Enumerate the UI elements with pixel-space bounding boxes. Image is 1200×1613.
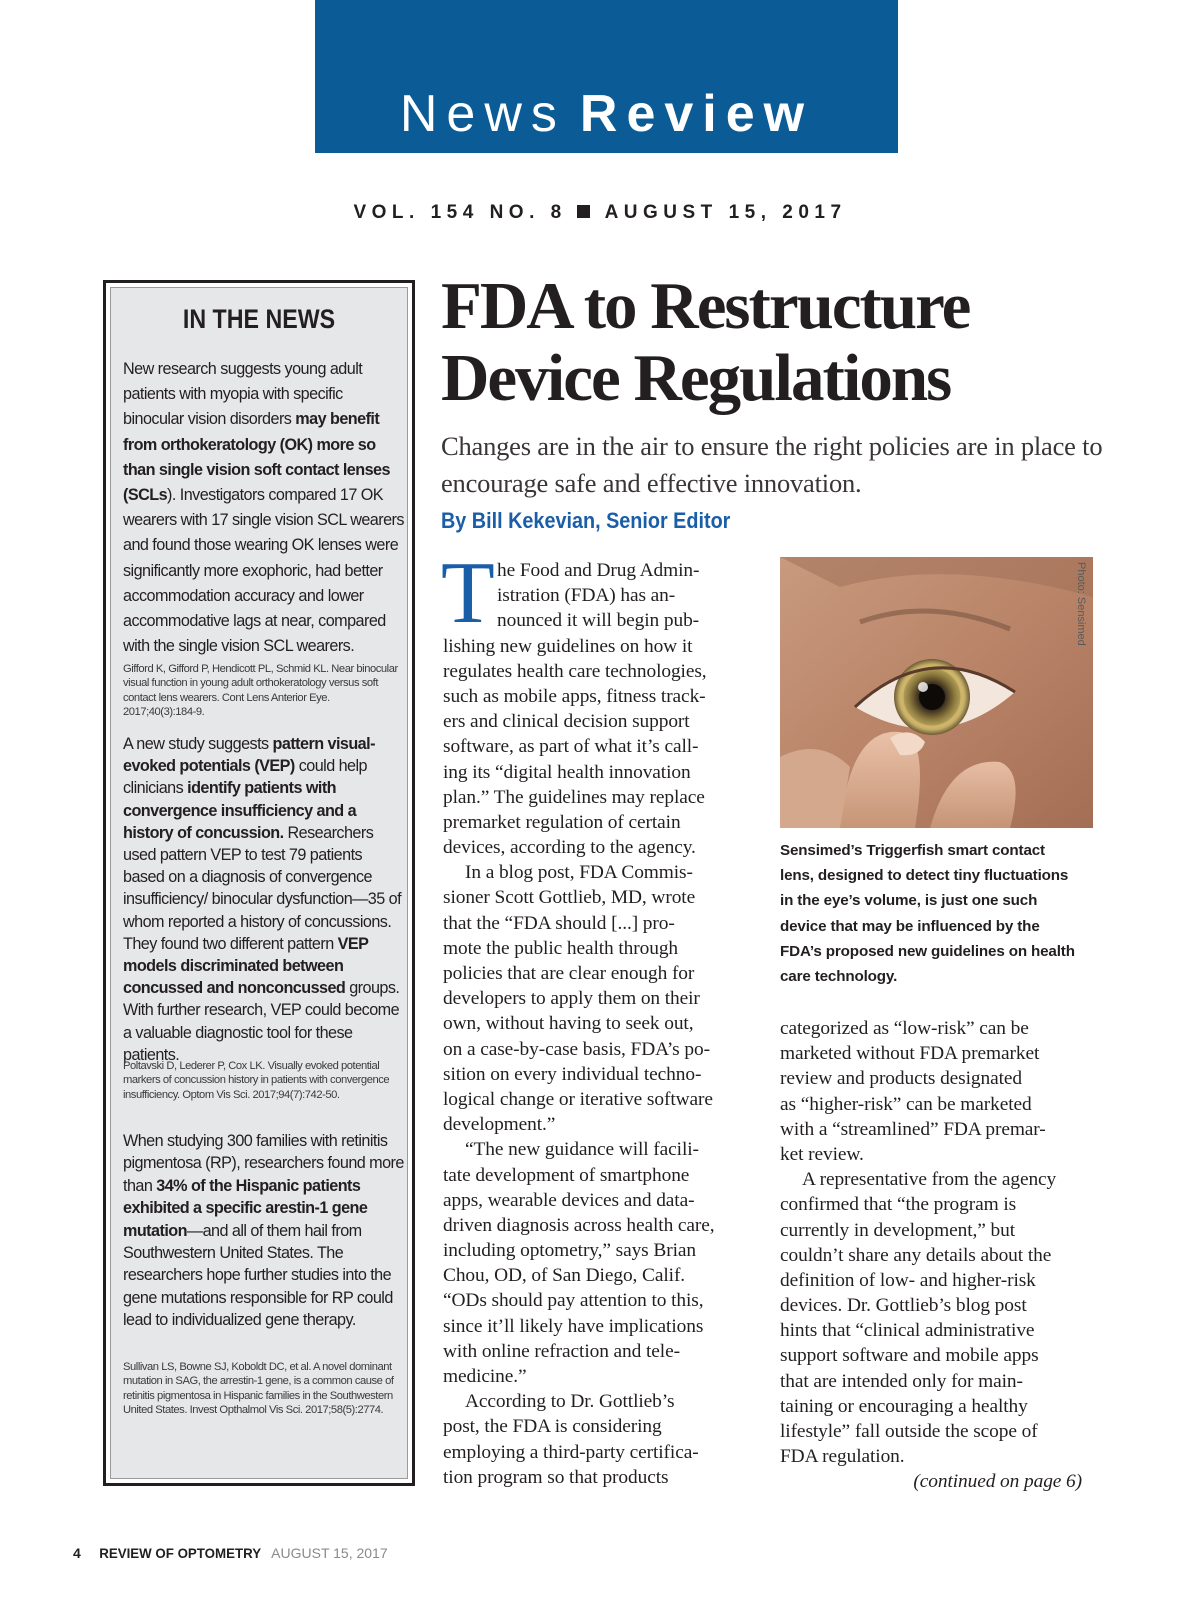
news-item: [123, 357, 405, 659]
text-line: “The new guidance will facili-: [465, 1139, 699, 1161]
text-line: ing its “digital health innovation: [443, 761, 691, 783]
banner-word-review: Review: [579, 85, 814, 143]
text-line: confirmed that “the program is: [780, 1194, 1017, 1216]
continued-note: (continued on page 6): [913, 1471, 1082, 1493]
text-line: sioner Scott Gottlieb, MD, wrote: [443, 887, 696, 909]
text-line: According to Dr. Gottlieb’s: [465, 1391, 675, 1413]
text-line: including optometry,” says Brian: [443, 1240, 696, 1262]
issue-line: [0, 202, 1200, 224]
highlight-text: VEP models discriminated between concussed and nonconcussed: [123, 934, 369, 998]
text-line: employing a third-party certifica-: [443, 1441, 699, 1463]
text-line: Chou, OD, of San Diego, Calif.: [443, 1265, 686, 1287]
article-headline: [441, 270, 1181, 414]
text-line: since it’ll likely have implications: [443, 1315, 704, 1337]
text-line: lishing new guidelines on how it: [443, 635, 693, 657]
text-line: apps, wearable devices and data-: [443, 1189, 695, 1211]
text-line: FDA regulation.: [780, 1446, 905, 1468]
text-line: In a blog post, FDA Commis-: [465, 862, 693, 884]
publication-name: REVIEW OF OPTOMETRY: [99, 1545, 261, 1561]
photo-caption: [780, 838, 1100, 989]
drop-cap: T: [441, 545, 495, 642]
text-line: ket review.: [780, 1143, 864, 1165]
news-reference: Gifford K, Gifford P, Hendicott PL, Schmid KL. Near binocular visual function in young adult orthokeratology versus soft contact lens wearers. Cont Lens Anterior Eye. 2017;40(3):184-9.: [123, 663, 398, 719]
body-text: When studying 300 families with retinitis pigmentosa (RP), researchers found more than: [123, 1132, 404, 1195]
text-line: definition of low- and higher-risk: [780, 1269, 1036, 1291]
caption-line: Sensimed’s Triggerfish smart contact: [780, 842, 1045, 859]
text-line: A representative from the agency: [802, 1169, 1057, 1191]
text-line: software, as part of what it’s call-: [443, 736, 699, 758]
news-item: [123, 1130, 405, 1332]
headline-line: Device Regulations: [441, 341, 951, 415]
text-line: own, without having to seek out,: [443, 1013, 694, 1035]
text-line: ers and clinical decision support: [443, 711, 690, 733]
text-line: tion program so that products: [443, 1466, 669, 1488]
text-line: such as mobile apps, fitness track-: [443, 685, 706, 707]
body-text: ). Investigators compared 17 OK wearers with 17 single vision SCL wearers and found those wearing OK lenses were significantly more exophoric, had better accommodation accuracy and lower accommodative lags at near, compared with the single vision SCL wearers.: [123, 486, 404, 656]
body-text: could help clinicians: [123, 757, 368, 798]
article-byline: By Bill Kekevian, Senior Editor: [441, 508, 731, 533]
text-line: devices, according to the agency.: [443, 837, 696, 859]
highlight-text: pattern visual-evoked potentials (VEP): [123, 735, 375, 776]
text-line: development.”: [443, 1114, 556, 1136]
text-line: lifestyle” fall outside the scope of: [780, 1421, 1038, 1442]
page-footer: [73, 1545, 388, 1561]
text-line: logical change or iterative software: [443, 1088, 713, 1110]
in-the-news-sidebar: [103, 280, 415, 1486]
text-line: sition on every individual techno-: [443, 1063, 702, 1085]
page-number: 4: [73, 1545, 81, 1561]
issue-volume: VOL. 154 NO. 8: [353, 202, 567, 223]
text-line: tate development of smartphone: [443, 1164, 690, 1186]
text-line: with online refraction and tele-: [443, 1340, 680, 1362]
body-text: Researchers used pattern VEP to test 79 patients based on a diagnosis of convergence insufficiency/ binocular dysfunction—35 of whom reported a history of concussions. They found two different pattern: [123, 823, 402, 953]
photo-credit: Photo: Sensimed: [1075, 562, 1087, 646]
news-item: [123, 733, 405, 1066]
text-line: post, the FDA is considering: [443, 1416, 662, 1438]
section-banner: [315, 0, 898, 153]
headline-line: FDA to Restructure: [441, 269, 970, 343]
text-line: categorized as “low-risk” can be: [780, 1018, 1029, 1039]
text-line: premarket regulation of certain: [443, 811, 681, 833]
text-line: on a case-by-case basis, FDA’s po-: [443, 1038, 710, 1060]
square-bullet-icon: [577, 205, 590, 218]
text-line: driven diagnosis across health care,: [443, 1214, 715, 1236]
text-line: currently in development,” but: [780, 1219, 1015, 1241]
caption-line: FDA’s proposed new guidelines on health: [780, 942, 1075, 960]
article-column-2: [780, 1016, 1100, 1495]
text-line: as “higher-risk” can be marketed: [780, 1093, 1032, 1115]
text-line: marketed without FDA premarket: [780, 1043, 1040, 1065]
text-line: mote the public health through: [443, 937, 679, 959]
text-line: that the “FDA should [...] pro-: [443, 912, 675, 934]
text-line: “ODs should pay attention to this,: [443, 1290, 704, 1312]
text-line: he Food and Drug Admin-: [497, 560, 700, 581]
body-text: groups. With further research, VEP could become a valuable diagnostic tool for these patients.: [123, 979, 400, 1064]
sidebar-title: IN THE NEWS: [182, 304, 336, 334]
text-line: medicine.”: [443, 1366, 527, 1387]
text-line: review and products designated: [780, 1068, 1022, 1090]
highlight-text: 34% of the Hispanic patients exhibited a specific arestin-1 gene mutation: [123, 1176, 368, 1240]
news-reference: Poltavski D, Lederer P, Cox LK. Visually evoked potential markers of concussion history in patients with convergence insufficiency. Optom Vis Sci. 2017;94(7):742-50.: [123, 1060, 390, 1101]
text-line: couldn’t share any details about the: [780, 1244, 1052, 1266]
highlight-text: identify patients with convergence insufficiency and a history of concussion.: [123, 779, 357, 842]
caption-line: care technology.: [780, 968, 898, 986]
text-line: plan.” The guidelines may replace: [443, 786, 705, 808]
body-text: New research suggests young adult patients with myopia with specific binocular vision disorders: [123, 360, 363, 429]
article-column-1: [441, 545, 761, 1490]
caption-line: lens, designed to detect tiny fluctuations: [780, 867, 1069, 885]
eye-with-contact-lens-image: [780, 557, 1093, 828]
text-line: developers to apply them on their: [443, 988, 700, 1010]
text-line: devices. Dr. Gottlieb’s blog post: [780, 1295, 1027, 1317]
text-line: hints that “clinical administrative: [780, 1320, 1035, 1342]
text-line: policies that are clear enough for: [443, 963, 695, 984]
caption-line: device that may be influenced by the: [780, 917, 1040, 935]
text-line: with a “streamlined” FDA premar-: [780, 1118, 1046, 1140]
text-line: that are intended only for main-: [780, 1370, 1023, 1392]
issue-date: AUGUST 15, 2017: [604, 202, 847, 223]
text-line: regulates health care technologies,: [443, 660, 707, 682]
triggerfish-contact-lens-photo: [780, 557, 1093, 828]
caption-line: in the eye’s volume, is just one such: [780, 892, 1038, 910]
banner-word-news: News: [399, 85, 566, 143]
footer-date: AUGUST 15, 2017: [271, 1545, 388, 1561]
text-line: taining or encouraging a healthy: [780, 1395, 1028, 1417]
body-text: A new study suggests: [123, 735, 273, 753]
highlight-text: may benefit from orthokeratology (OK) more so than single vision soft contact lenses (SCLs: [123, 410, 390, 505]
text-line: istration (FDA) has an-: [497, 585, 676, 607]
text-line: support software and mobile apps: [780, 1345, 1039, 1367]
news-reference: Sullivan LS, Bowne SJ, Koboldt DC, et al. A novel dominant mutation in SAG, the arrestin-1 gene, is a common cause of retinitis pigmentosa in Hispanic families in the Southwestern United States. Invest Opthalmol Vis Sci. 2017;58(5):2774.: [123, 1361, 394, 1417]
article-dek: Changes are in the air to ensure the right policies are in place to encourage safe and effective innovation.: [441, 431, 1103, 498]
body-text: —and all of them hail from Southwestern United States. The researchers hope further studies into the gene mutations responsible for RP could lead to individualized gene therapy.: [123, 1221, 393, 1330]
text-line: nounced it will begin pub-: [497, 610, 700, 632]
